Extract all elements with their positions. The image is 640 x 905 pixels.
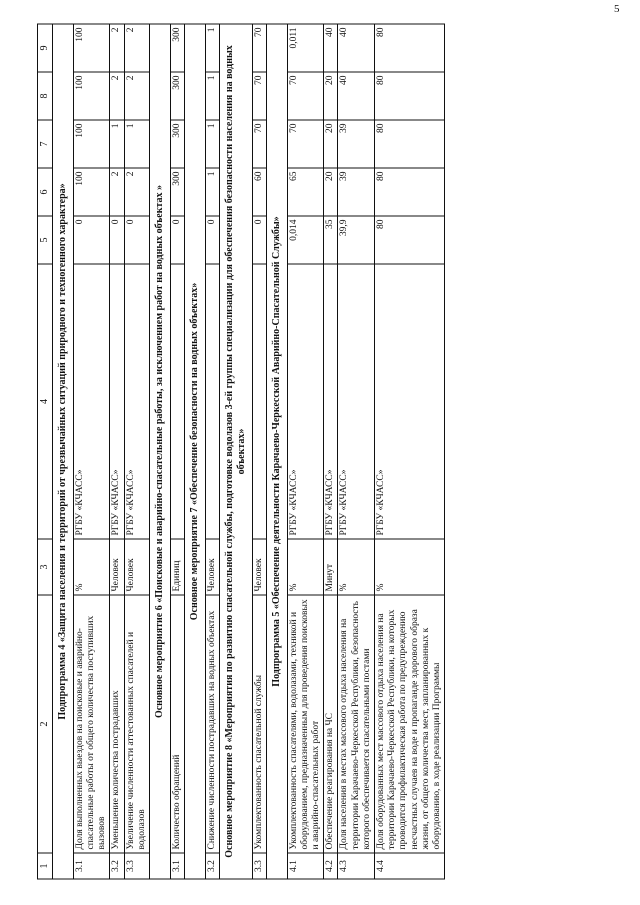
unit-cell: Человек — [252, 539, 266, 595]
value-col-7: 80 — [375, 120, 445, 168]
unit-cell: % — [73, 539, 110, 595]
section-heading-row — [220, 24, 253, 879]
value-col-8: 40 — [338, 72, 375, 120]
responsible-org-cell: РГБУ «КЧАСС» — [73, 264, 110, 539]
row-number-cell: 4.2 — [324, 853, 338, 879]
value-col-6: 39 — [338, 168, 375, 216]
value-col-7: 300 — [170, 120, 184, 168]
row-number-cell: 3.3 — [124, 853, 149, 879]
indicator-name-cell: Обеспечение реагирования на ЧС — [324, 595, 338, 853]
value-col-6: 65 — [287, 168, 324, 216]
value-col-8: 70 — [252, 72, 266, 120]
value-col-6: 300 — [170, 168, 184, 216]
value-col-8: 2 — [124, 72, 149, 120]
responsible-org-cell: РГБУ «КЧАСС» — [124, 264, 149, 539]
value-col-9: 40 — [324, 24, 338, 72]
value-col-5: 0 — [124, 216, 149, 264]
value-col-7: 1 — [205, 120, 219, 168]
value-col-5: 0,014 — [287, 216, 324, 264]
unit-cell: % — [375, 539, 445, 595]
column-number: 6 — [38, 168, 53, 216]
value-col-5: 35 — [324, 216, 338, 264]
table-row — [110, 24, 124, 879]
value-col-6: 2 — [110, 168, 124, 216]
section-title: Подпрограмма 4 «Защита населения и территорий от чрезвычайных ситуаций природного и техногенного характера» — [53, 24, 74, 879]
table-body — [53, 24, 445, 879]
unit-cell: % — [287, 539, 324, 595]
value-col-9: 70 — [252, 24, 266, 72]
column-number: 8 — [38, 72, 53, 120]
table-row — [338, 24, 375, 879]
unit-cell: Человек — [124, 539, 149, 595]
value-col-7: 20 — [324, 120, 338, 168]
table-row — [375, 24, 445, 879]
row-number-cell: 3.3 — [252, 853, 266, 879]
responsible-org-cell — [252, 264, 266, 539]
indicator-name-cell: Укомплектованность спасателями, водолазами, техникой и оборудованием, предназначенным для проведения поисковых и аварийно-спасательных работ — [287, 595, 324, 853]
value-col-5: 39,9 — [338, 216, 375, 264]
value-col-6: 60 — [252, 168, 266, 216]
value-col-8: 2 — [110, 72, 124, 120]
indicator-name-cell: Снижение численности пострадавших на водных объектах — [205, 595, 219, 853]
indicator-name-cell: Доля населения в местах массового отдыха населения на территории Карачаево-Черкесской Республики, безопасность которого обеспечивается спасательными постами — [338, 595, 375, 853]
value-col-7: 70 — [287, 120, 324, 168]
responsible-org-cell — [205, 264, 219, 539]
responsible-org-cell: РГБУ «КЧАСС» — [338, 264, 375, 539]
responsible-org-cell: РГБУ «КЧАСС» — [324, 264, 338, 539]
row-number-cell: 3.2 — [205, 853, 219, 879]
value-col-6: 20 — [324, 168, 338, 216]
table-row — [124, 24, 149, 879]
column-number: 1 — [38, 853, 53, 879]
indicator-name-cell: Доля оборудованных мест массового отдыха населения на территории Карачаево-Черкесской Республики, на которых проводится профилактическая работа по предупреждению несчастных случаев на воде и пропаганде здорового образа жизни, от общего количества мест, запланированных к оборудованию, в ходе реализации Программы — [375, 595, 445, 853]
value-col-9: 2 — [110, 24, 124, 72]
value-col-8: 100 — [73, 72, 110, 120]
row-number-cell: 3.2 — [110, 853, 124, 879]
unit-cell: % — [338, 539, 375, 595]
value-col-5: 0 — [252, 216, 266, 264]
column-number: 2 — [38, 595, 53, 853]
value-col-9: 300 — [170, 24, 184, 72]
column-number: 4 — [38, 264, 53, 539]
value-col-5: 80 — [375, 216, 445, 264]
row-number-cell: 3.1 — [170, 853, 184, 879]
table-row — [73, 24, 110, 879]
value-col-9: 80 — [375, 24, 445, 72]
unit-cell: Минут — [324, 539, 338, 595]
value-col-9: 40 — [338, 24, 375, 72]
column-number: 7 — [38, 120, 53, 168]
section-title: Основное мероприятие 8 «Мероприятия по развитию спасательной службы, подготовке водолазов 3-ей группы специализации для обеспечения безопасности населения на водных объектах» — [220, 24, 253, 879]
row-number-cell: 3.1 — [73, 853, 110, 879]
value-col-9: 0,011 — [287, 24, 324, 72]
value-col-5: 0 — [110, 216, 124, 264]
section-title: Основное мероприятие 6 «Поисковые и аварийно-спасательные работы, за исключением работ на водных объектах » — [150, 24, 171, 879]
responsible-org-cell: РГБУ «КЧАСС» — [110, 264, 124, 539]
indicator-name-cell: Укомплектованность спасательной службы — [252, 595, 266, 853]
column-number: 9 — [38, 24, 53, 72]
indicator-name-cell: Количество обращений — [170, 595, 184, 853]
indicator-name-cell: Уменьшение количества пострадавших — [110, 595, 124, 853]
table-row — [170, 24, 184, 879]
value-col-9: 1 — [205, 24, 219, 72]
value-col-7: 1 — [110, 120, 124, 168]
table-row — [287, 24, 324, 879]
table-row — [205, 24, 219, 879]
value-col-8: 300 — [170, 72, 184, 120]
unit-cell: Человек — [205, 539, 219, 595]
row-number-cell: 4.3 — [338, 853, 375, 879]
section-title: Основное мероприятие 7 «Обеспечение безопасности на водных объектах» — [185, 24, 206, 879]
indicator-table — [37, 24, 445, 880]
responsible-org-cell — [170, 264, 184, 539]
section-heading-row — [150, 24, 171, 879]
indicator-name-cell: Увеличение численности аттестованных спасателей и водолазов — [124, 595, 149, 853]
value-col-5: 0 — [170, 216, 184, 264]
indicator-name-cell: Доля выполненных выездов на поисковые и аварийно-спасательные работы от общего количества поступивших вызовов — [73, 595, 110, 853]
section-heading-row — [53, 24, 74, 879]
unit-cell: Человек — [110, 539, 124, 595]
column-number: 3 — [38, 539, 53, 595]
table-row — [324, 24, 338, 879]
value-col-6: 100 — [73, 168, 110, 216]
value-col-7: 1 — [124, 120, 149, 168]
table-row — [252, 24, 266, 879]
value-col-7: 70 — [252, 120, 266, 168]
row-number-cell: 4.4 — [375, 853, 445, 879]
column-number-row — [38, 24, 53, 879]
value-col-9: 100 — [73, 24, 110, 72]
page-number: 5 — [614, 3, 620, 15]
indicator-sheet — [37, 25, 603, 880]
value-col-8: 20 — [324, 72, 338, 120]
column-number: 5 — [38, 216, 53, 264]
value-col-8: 1 — [205, 72, 219, 120]
value-col-7: 100 — [73, 120, 110, 168]
value-col-8: 80 — [375, 72, 445, 120]
value-col-5: 0 — [205, 216, 219, 264]
section-heading-row — [266, 24, 287, 879]
value-col-8: 70 — [287, 72, 324, 120]
value-col-7: 39 — [338, 120, 375, 168]
section-title: Подпрограмма 5 «Обеспечение деятельности Карачаево-Черкесской Аварийно-Спасательной Службы» — [266, 24, 287, 879]
row-number-cell: 4.1 — [287, 853, 324, 879]
section-heading-row — [185, 24, 206, 879]
value-col-5: 0 — [73, 216, 110, 264]
unit-cell: Единиц — [170, 539, 184, 595]
value-col-6: 2 — [124, 168, 149, 216]
responsible-org-cell: РГБУ «КЧАСС» — [375, 264, 445, 539]
value-col-9: 2 — [124, 24, 149, 72]
value-col-6: 80 — [375, 168, 445, 216]
value-col-6: 1 — [205, 168, 219, 216]
responsible-org-cell: РГБУ «КЧАСС» — [287, 264, 324, 539]
